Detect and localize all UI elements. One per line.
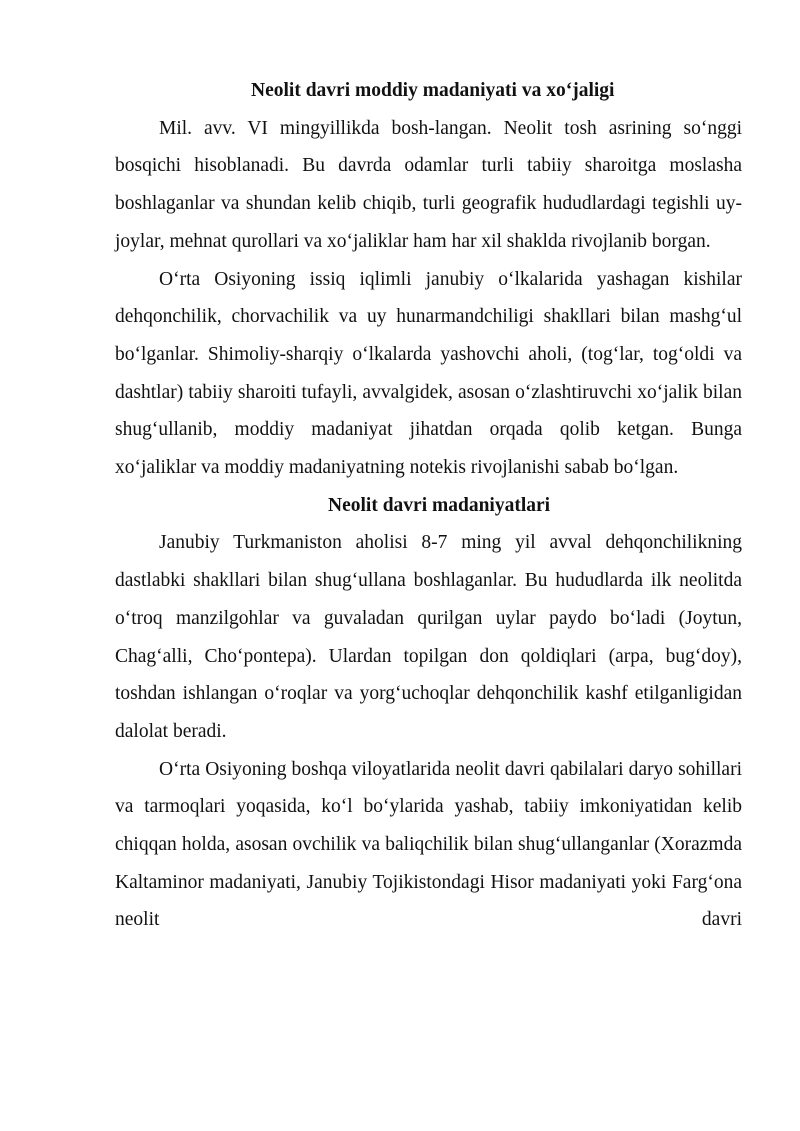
paragraph-turkmenistan: Janubiy Turkmaniston aholisi 8-7 ming yil avval dehqonchilikning dastlabki shakllari bilan shug‘ullana boshlaganlar. Bu hududlarda ilk neolitda o‘troq manzilgohlar va guvaladan qurilgan uylar paydo bo‘ladi (Joytun, Chag‘alli, Cho‘pontepa). Ulardan topilgan don qoldiqlari (arpa, bug‘doy), toshdan ishlangan o‘roqlar va yorg‘uchoqlar dehqonchilik kashf etilganligidan dalolat beradi. bbox=[115, 532, 742, 742]
section-heading: Neolit davri madaniyatlari bbox=[328, 494, 551, 516]
paragraph-other-regions: O‘rta Osiyoning boshqa viloyatlarida neolit davri qabilalari daryo sohillari va tarmoqlari yoqasida, ko‘l bo‘ylarida yashab, tabiiy imkoniyatidan kelib chiqqan holda, asosan ovchilik va baliqchilik bilan shug‘ullanganlar (Xorazmda Kaltaminor madaniyati, Janubiy Tojikistondagi Hisor madaniyati yoki Farg‘ona neolit davri bbox=[115, 758, 742, 931]
document-page bbox=[115, 72, 742, 939]
document-title: Neolit davri moddiy madaniyati va xo‘jaligi bbox=[251, 80, 615, 101]
paragraph-regions: O‘rta Osiyoning issiq iqlimli janubiy o‘lkalarida yashagan kishilar dehqonchilik, chorvachilik va uy hunarmandchiligi shakllari bilan mashg‘ul bo‘lganlar. Shimoliy-sharqiy o‘lkalarda yashovchi aholi, (tog‘lar, tog‘oldi va dashtlar) tabiiy sharoiti tufayli, avvalgidek, asosan o‘zlashtiruvchi xo‘jalik bilan shug‘ullanib, moddiy madaniyat jihatdan orqada qolib ketgan. Bunga xo‘jaliklar va moddiy madaniyatning notekis rivojlanishi sabab bo‘lgan. bbox=[115, 268, 742, 479]
paragraph-intro: Mil. avv. VI mingyillikda bosh-langan. Neolit tosh asrining so‘nggi bosqichi hisoblanadi. Bu davrda odamlar turli tabiiy sharoitga moslasha boshlaganlar va shundan kelib chiqib, turli geografik hududlardagi tegishli uy-joylar, mehnat qurollari va xo‘jaliklar ham har xil shaklda rivojlanib borgan. bbox=[115, 117, 742, 252]
